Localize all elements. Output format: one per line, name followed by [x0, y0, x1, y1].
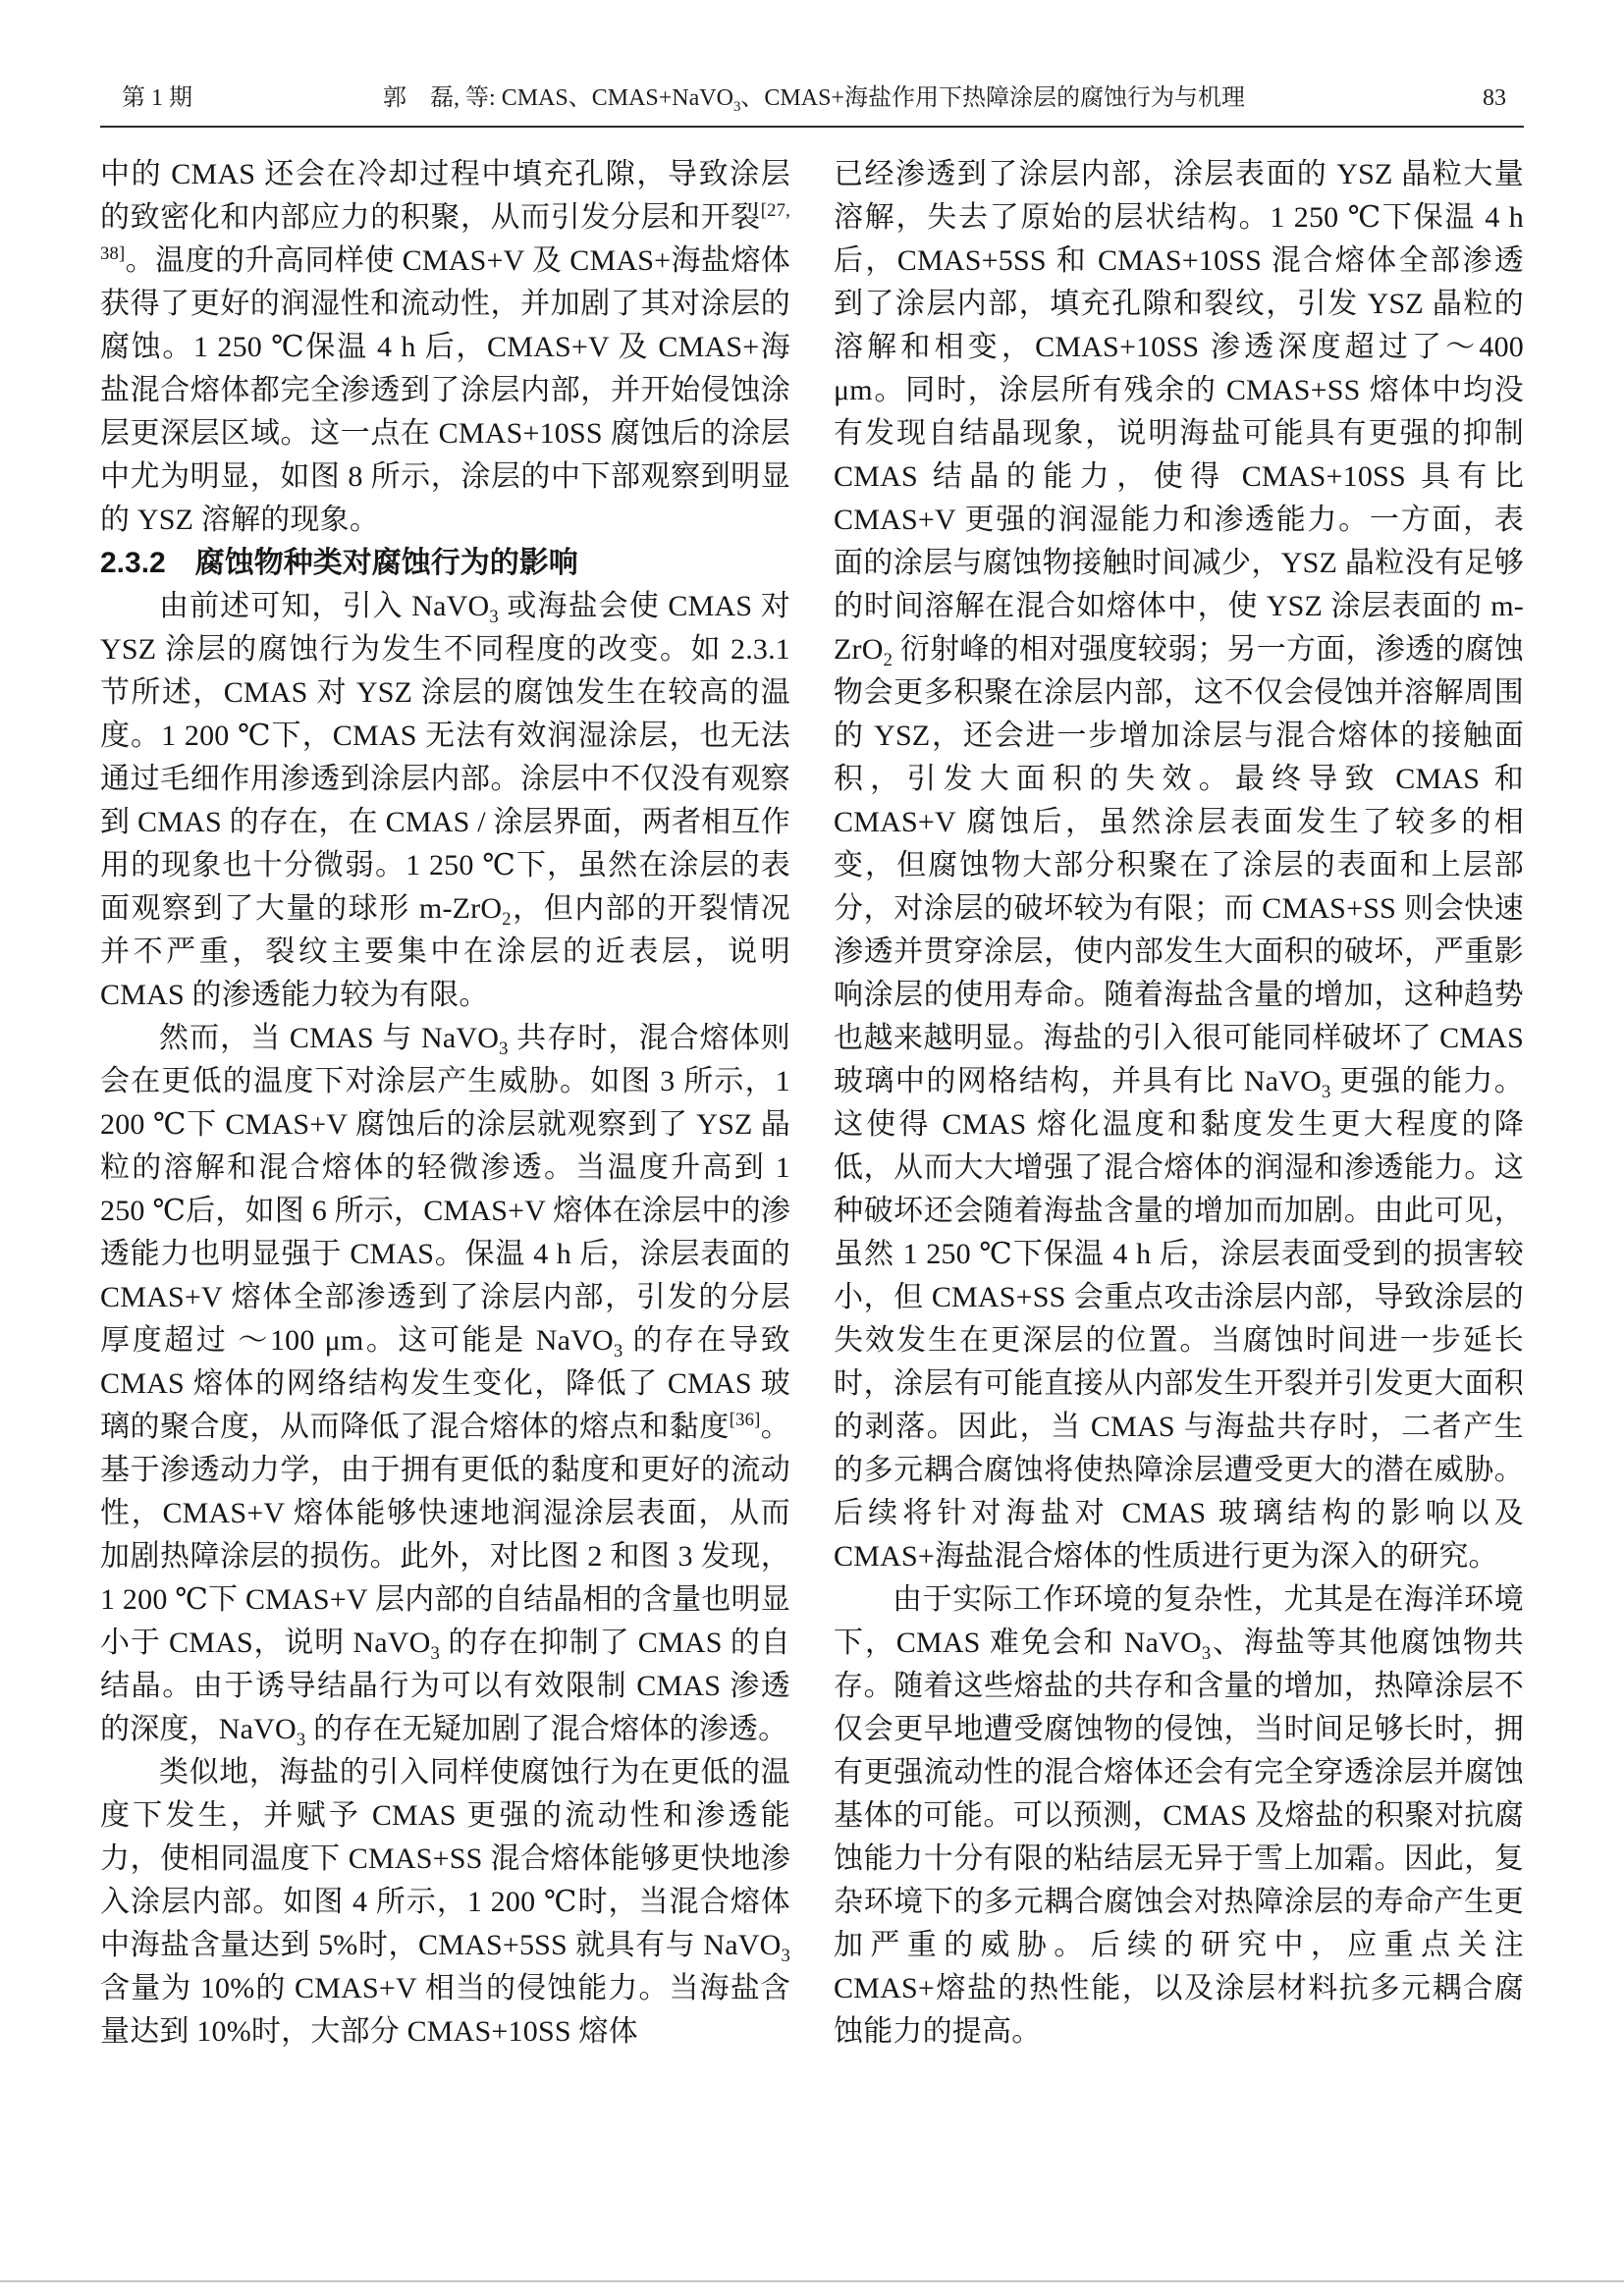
right-column [834, 153, 1524, 2054]
paragraph-continuation: 中的 CMAS 还会在冷却过程中填充孔隙，导致涂层的致密化和内部应力的积聚，从而引发分层和开裂[27, 38]。温度的升高同样使 CMAS+V 及 CMAS+海盐熔体获得了更好的润湿性和流动性，并加剧了其对涂层的腐蚀。1 250 ℃保温 4 h 后，CMAS+V 及 CMAS+海盐混合熔体都完全渗透到了涂层内部，并开始侵蚀涂层更深层区域。这一点在 CMAS+10SS 腐蚀后的涂层中尤为明显，如图 8 所示，涂层的中下部观察到明显的 YSZ 溶解的现象。 [100, 158, 790, 536]
paragraph: 然而，当 CMAS 与 NaVO$_3$ 共存时，混合熔体则会在更低的温度下对涂层产生威胁。如图 3 所示，1 200 ℃下 CMAS+V 腐蚀后的涂层就观察到了 YSZ 晶粒的溶解和混合熔体的轻微渗透。当温度升高到 1 250 ℃后，如图 6 所示，CMAS+V 熔体在涂层中的渗透能力也明显强于 CMAS。保温 4 h 后，涂层表面的 CMAS+V 熔体全部渗透到了涂层内部，引发的分层厚度超过 ～100 μm。这可能是 NaVO$_3$ 的存在导致 CMAS 熔体的网络结构发生变化，降低了 CMAS 玻璃的聚合度，从而降低了混合熔体的熔点和黏度[36]。基于渗透动力学，由于拥有更低的黏度和更好的流动性，CMAS+V 熔体能够快速地润湿涂层表面，从而加剧热障涂层的损伤。此外，对比图 2 和图 3 发现，1 200 ℃下 CMAS+V 层内部的自结晶相的含量也明显小于 CMAS，说明 NaVO$_3$ 的存在抑制了 CMAS 的自结晶。由于诱导结晶行为可以有效限制 CMAS 渗透的深度，NaVO$_3$ 的存在无疑加剧了混合熔体的渗透。 [100, 1022, 791, 1750]
scan-edge-line [0, 2280, 1624, 2282]
header-divider [100, 126, 1524, 128]
running-title: 郭 磊, 等: CMAS、CMAS+NaVO$_3$、CMAS+海盐作用下热障涂层的腐蚀行为与机理 [383, 85, 1245, 115]
paragraph: 由前述可知，引入 NaVO$_3$ 或海盐会使 CMAS 对 YSZ 涂层的腐蚀行为发生不同程度的改变。如 2.3.1 节所述，CMAS 对 YSZ 涂层的腐蚀发生在较高的温度。1 200 ℃下，CMAS 无法有效润湿涂层，也无法通过毛细作用渗透到涂层内部。涂层中不仅没有观察到 CMAS 的存在，在 CMAS / 涂层界面，两者相互作用的现象也十分微弱。1 250 ℃下，虽然在涂层的表面观察到了大量的球形 m-ZrO$_2$，但内部的开裂情况并不严重，裂纹主要集中在涂层的近表层，说明 CMAS 的渗透能力较为有限。 [100, 590, 790, 1011]
paragraph: 类似地，海盐的引入同样使腐蚀行为在更低的温度下发生，并赋予 CMAS 更强的流动性和渗透能力，使相同温度下 CMAS+SS 混合熔体能够更快地渗入涂层内部。如图 4 所示，1 200 ℃时，当混合熔体中海盐含量达到 5%时，CMAS+5SS 就具有与 NaVO$_3$ 含量为 10%的 CMAS+V 相当的侵蚀能力。当海盐含量达到 10%时，大部分 CMAS+10SS 熔体 [100, 1756, 790, 2048]
page-header [100, 82, 1524, 126]
paragraph: 由于实际工作环境的复杂性，尤其是在海洋环境下，CMAS 难免会和 NaVO$_3$、海盐等其他腐蚀物共存。随着这些熔盐的共存和含量的增加，热障涂层不仅会更早地遭受腐蚀物的侵蚀，当时间足够长时，拥有更强流动性的混合熔体还会有完全穿透涂层并腐蚀基体的可能。可以预测，CMAS 及熔盐的积聚对抗腐蚀能力十分有限的粘结层无异于雪上加霜。因此，复杂环境下的多元耦合腐蚀会对热障涂层的寿命产生更加严重的威胁。后续的研究中，应重点关注 CMAS+熔盐的热性能，以及涂层材料抗多元耦合腐蚀能力的提高。 [834, 1583, 1524, 2048]
issue-label: 第 1 期 [122, 85, 192, 111]
page-number: 83 [1483, 85, 1506, 111]
section-heading-2-3-2: 2.3.2 腐蚀物种类对腐蚀行为的影响 [100, 547, 578, 579]
paragraph-continuation: 已经渗透到了涂层内部，涂层表面的 YSZ 晶粒大量溶解，失去了原始的层状结构。1 250 ℃下保温 4 h 后，CMAS+5SS 和 CMAS+10SS 混合熔体全部渗透到了涂层内部，填充孔隙和裂纹，引发 YSZ 晶粒的溶解和相变，CMAS+10SS 渗透深度超过了～400 μm。同时，涂层所有残余的 CMAS+SS 熔体中均没有发现自结晶现象，说明海盐可能具有更强的抑制 CMAS 结晶的能力，使得 CMAS+10SS 具有比 CMAS+V 更强的润湿能力和渗透能力。一方面，表面的涂层与腐蚀物接触时间减少，YSZ 晶粒没有足够的时间溶解在混合如熔体中，使 YSZ 涂层表面的 m-ZrO$_2$ 衍射峰的相对强度较弱；另一方面，渗透的腐蚀物会更多积聚在涂层内部，这不仅会侵蚀并溶解周围的 YSZ，还会进一步增加涂层与混合熔体的接触面积，引发大面积的失效。最终导致 CMAS 和 CMAS+V 腐蚀后，虽然涂层表面发生了较多的相变，但腐蚀物大部分积聚在了涂层的表面和上层部分，对涂层的破坏较为有限；而 CMAS+SS 则会快速渗透并贯穿涂层，使内部发生大面积的破坏，严重影响涂层的使用寿命。随着海盐含量的增加，这种趋势也越来越明显。海盐的引入很可能同样破坏了 CMAS 玻璃中的网格结构，并具有比 NaVO$_3$ 更强的能力。这使得 CMAS 熔化温度和黏度发生更大程度的降低，从而大大增强了混合熔体的润湿和渗透能力。这种破坏还会随着海盐含量的增加而加剧。由此可见，虽然 1 250 ℃下保温 4 h 后，涂层表面受到的损害较小，但 CMAS+SS 会重点攻击涂层内部，导致涂层的失效发生在更深层的位置。当腐蚀时间进一步延长时，涂层有可能直接从内部发生开裂并引发更大面积的剥落。因此，当 CMAS 与海盐共存时，二者产生的多元耦合腐蚀将使热障涂层遭受更大的潜在威胁。后续将针对海盐对 CMAS 玻璃结构的影响以及 CMAS+海盐混合熔体的性质进行更为深入的研究。 [834, 158, 1524, 1573]
two-column-content [100, 153, 1524, 2054]
left-column [100, 153, 790, 2054]
